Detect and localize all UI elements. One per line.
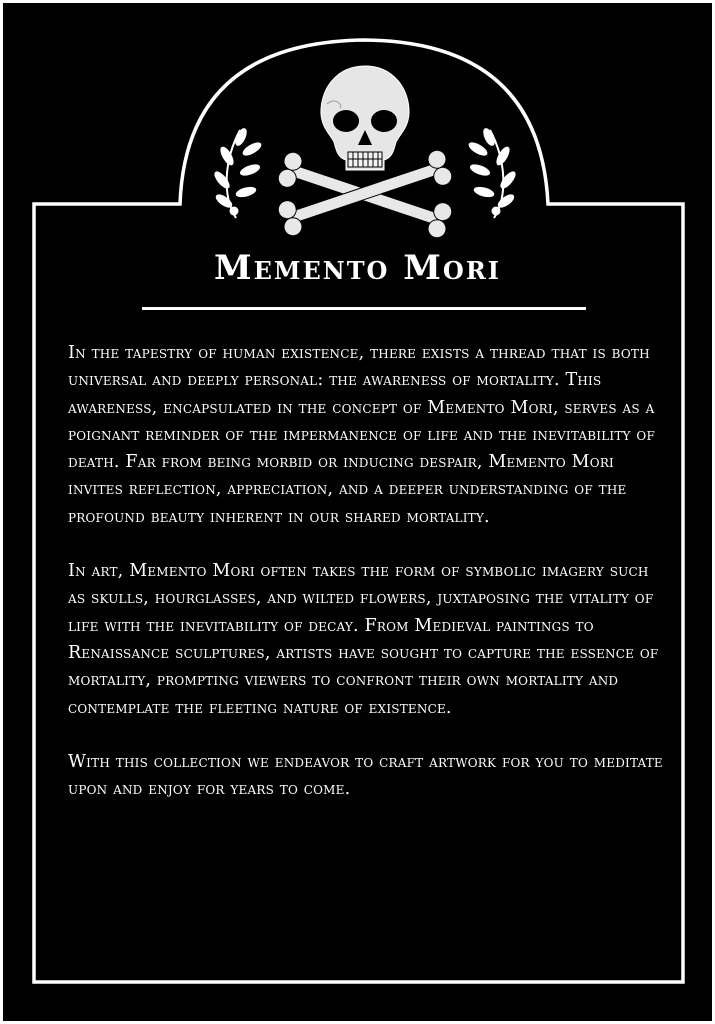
- laurel-branch-icon: [213, 127, 263, 218]
- paragraph-intro: In the tapestry of human existence, there exists a thread that is both universal and deeply personal: the awareness of mortality. This awareness, encapsulated in the concept of Memento Mori, serves as a poignant reminder of the impermanence of life and the inevitability of death. Far from being morbid or inducing despair, Memento Mori invites reflection, appreciation, and a deeper understanding of the profound beauty inherent in our shared mortality.: [68, 343, 655, 527]
- page-title: Memento Mori: [213, 248, 502, 288]
- title-underline: [142, 307, 586, 310]
- body-text: [68, 340, 668, 830]
- paragraph-collection: With this collection we endeavor to craft artwork for you to meditate upon and enjoy for years to come.: [68, 751, 663, 800]
- paragraph-art: In art, Memento Mori often takes the form of symbolic imagery such as skulls, hourglasses, and wilted flowers, juxtaposing the vitality of life with the inevitability of decay. From Medieval paintings to Renaissance sculptures, artists have sought to capture the essence of mortality, prompting viewers to confront their own mortality and contemplate the fleeting nature of existence.: [68, 561, 659, 718]
- skull-icon: [321, 66, 409, 170]
- laurel-branch-icon: [467, 127, 517, 218]
